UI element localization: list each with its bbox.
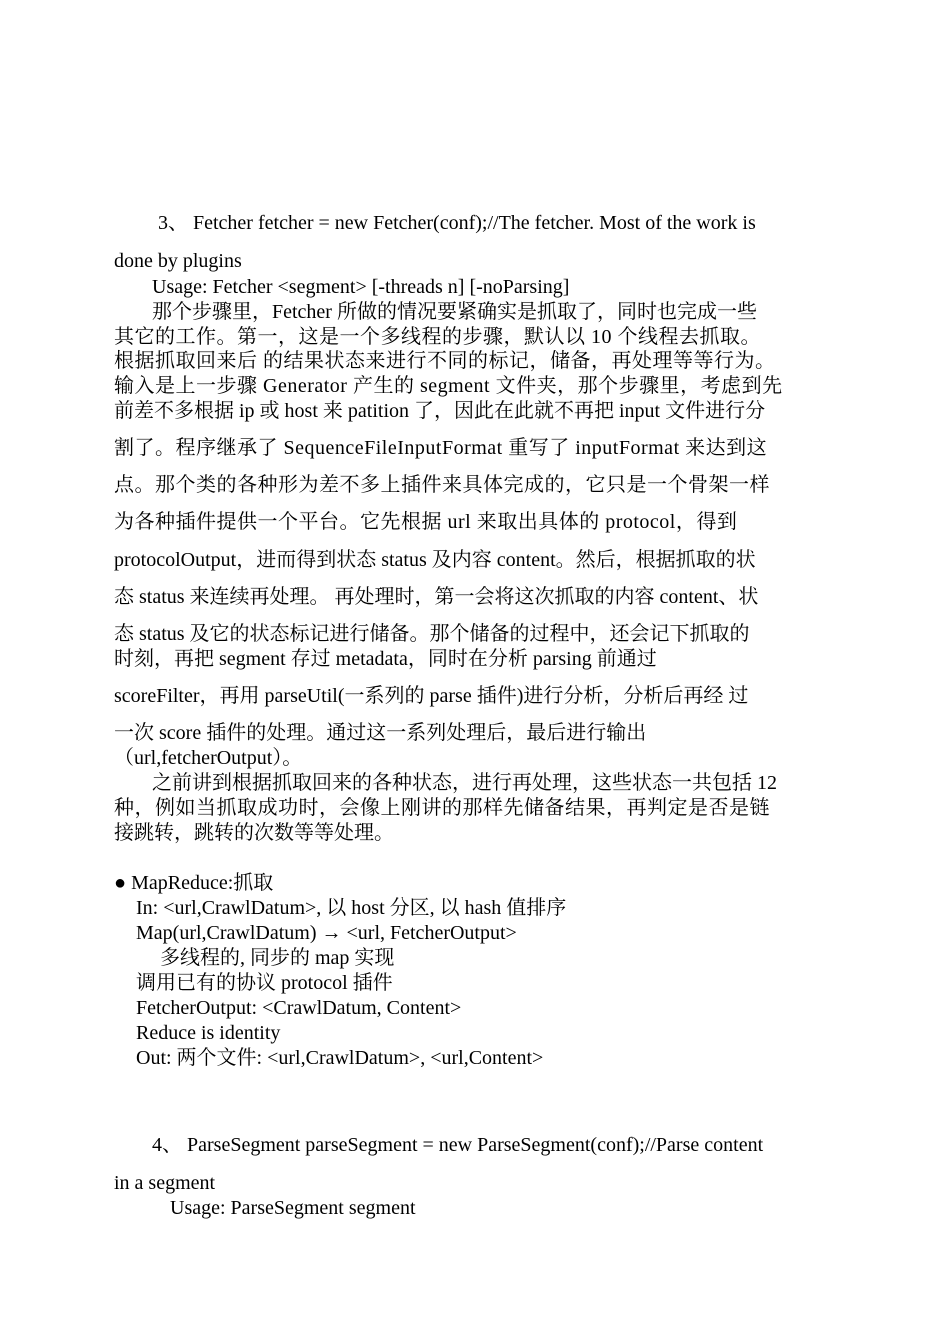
paragraph-line: 割了。程序继承了 SequenceFileInputFormat 重写了 inputFormat 来达到这 [114,437,768,459]
section-4-title: 4、 ParseSegment parseSegment = new ParseSegment(conf);//Parse content [152,1134,764,1156]
paragraph-line: protocolOutput，进而得到状态 status 及内容 content。然后，根据抓取的状 [114,549,756,571]
section-4-usage: Usage: ParseSegment segment [170,1197,416,1219]
mapreduce-reduce: Reduce is identity [136,1022,281,1044]
paragraph-line: 输入是上一步骤 Generator 产生的 segment 文件夹，那个步骤里，考虑到先 [114,375,783,397]
paragraph-line: 根据抓取回来后 的结果状态来进行不同的标记，储备，再处理等等行为。 [114,350,776,372]
section-3-title-cont: done by plugins [114,250,242,272]
mapreduce-map-detail: 多线程的, 同步的 map 实现 [160,947,395,969]
section-3-title: 3、 Fetcher fetcher = new Fetcher(conf);//The fetcher. Most of the work is [158,212,756,234]
mapreduce-heading: ● MapReduce:抓取 [114,872,274,894]
paragraph-line: scoreFilter，再用 parseUtil(一系列的 parse 插件)进行分析，分析后再经 过 [114,685,749,707]
paragraph-line: 其它的工作。第一，这是一个多线程的步骤，默认以 10 个线程去抓取。 [114,326,761,348]
paragraph-line: 点。那个类的各种形为差不多上插件来具体完成的，它只是一个骨架一样 [114,474,770,496]
mapreduce-map-detail: 调用已有的协议 protocol 插件 [136,972,393,994]
section-4-title-cont: in a segment [114,1172,216,1194]
paragraph-line: 态 status 来连续再处理。 再处理时，第一会将这次抓取的内容 content、状 [114,586,759,608]
paragraph-line: 为各种插件提供一个平台。它先根据 url 来取出具体的 protocol，得到 [114,511,738,533]
paragraph-line: 接跳转，跳转的次数等等处理。 [114,822,394,844]
paragraph-line: 之前讲到根据抓取回来的各种状态，进行再处理，这些状态一共包括 12 [152,772,777,794]
paragraph-line: 一次 score 插件的处理。通过这一系列处理后，最后进行输出 [114,722,647,744]
mapreduce-out: Out: 两个文件: <url,CrawlDatum>, <url,Content> [136,1047,544,1069]
paragraph-line: （url,fetcherOutput）。 [114,747,303,769]
mapreduce-map: Map(url,CrawlDatum) → <url, FetcherOutput> [136,922,517,944]
mapreduce-in: In: <url,CrawlDatum>, 以 host 分区, 以 hash 值排序 [136,897,567,919]
paragraph-line: 态 status 及它的状态标记进行储备。那个储备的过程中，还会记下抓取的 [114,623,750,645]
paragraph-line: 那个步骤里，Fetcher 所做的情况要紧确实是抓取了，同时也完成一些 [152,301,757,323]
paragraph-line: 种，例如当抓取成功时，会像上刚讲的那样先储备结果，再判定是否是链 [114,797,770,819]
paragraph-line: 前差不多根据 ip 或 host 来 patition 了，因此在此就不再把 input 文件进行分 [114,400,766,422]
paragraph-line: 时刻，再把 segment 存过 metadata，同时在分析 parsing 前通过 [114,648,657,670]
mapreduce-fetcher-output: FetcherOutput: <CrawlDatum, Content> [136,997,462,1019]
section-3-usage: Usage: Fetcher <segment> [-threads n] [-noParsing] [152,276,570,298]
